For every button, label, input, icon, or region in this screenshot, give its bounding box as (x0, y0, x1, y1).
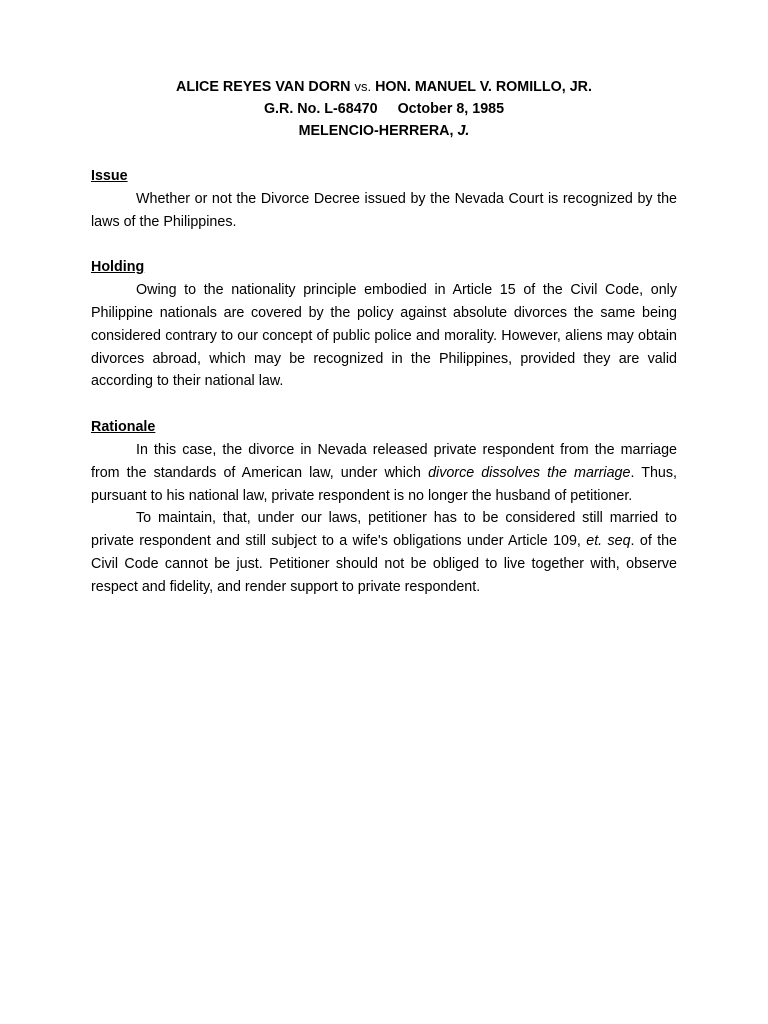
rationale-p1-text-b: . Thus, pursuant to his national law, private respondent is no longer the husband of petitioner. (91, 464, 678, 504)
issue-heading: Issue (91, 168, 128, 184)
versus-text: vs. (354, 79, 372, 94)
decision-date: October 8, 1985 (397, 101, 505, 117)
case-reference (91, 98, 677, 120)
rationale-p2-emphasis: et. seq (586, 533, 631, 550)
rationale-p2-text-a: To maintain, that, under our laws, petitioner has to be considered still married to private respondent and still subject to a wife's obligations under Article 109, (91, 510, 677, 550)
case-title (91, 76, 677, 98)
rationale-p1-text-a: In this case, the divorce in Nevada released private respondent from the marriage from the standards of American law, under which (91, 441, 677, 481)
rationale-p1-emphasis: divorce dissolves the marriage (428, 464, 631, 481)
respondent-name: HON. MANUEL V. ROMILLO, JR. (375, 79, 592, 95)
holding-section (91, 256, 677, 393)
document-page (91, 76, 677, 599)
issue-paragraph: Whether or not the Divorce Decree issued by the Nevada Court is recognized by the laws of the Philippines. (91, 190, 677, 230)
ponente-title: J. (457, 123, 470, 139)
gr-number: G.R. No. L-68470 (263, 101, 378, 117)
rationale-p2-text-b: . of the Civil Code cannot be just. Petitioner should not be obliged to live together with, observe respect and fidelity, and render support to private respondent. (91, 533, 678, 595)
rationale-heading: Rationale (91, 419, 156, 436)
case-header (91, 76, 677, 142)
ponente-line (91, 120, 677, 142)
petitioner-name: ALICE REYES VAN DORN (176, 79, 351, 95)
issue-section (91, 165, 677, 233)
holding-paragraph: Owing to the nationality principle embodied in Article 15 of the Civil Code, only Philippine nationals are covered by the policy against absolute divorces the same being considered contrary to our concept of public police and morality. However, aliens may obtain divorces abroad, which may be recognized in the Philippines, provided they are valid according to their national law. (91, 282, 677, 390)
ponente-name: MELENCIO-HERRERA, (298, 123, 454, 139)
rationale-paragraph-1 (91, 439, 677, 507)
rationale-paragraph-2 (91, 507, 677, 598)
rationale-section (91, 416, 677, 598)
holding-heading: Holding (91, 259, 145, 276)
